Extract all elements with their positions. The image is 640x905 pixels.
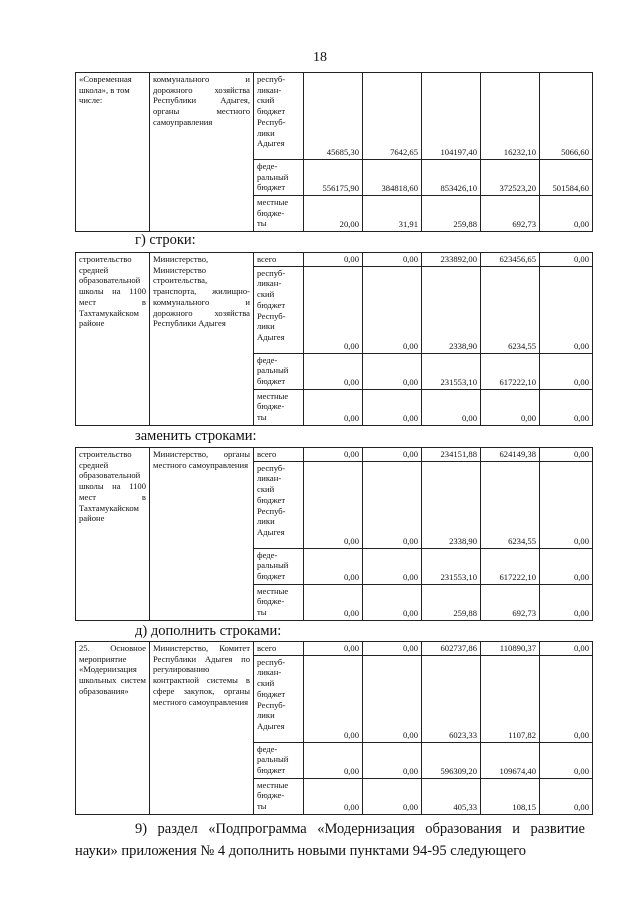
source-cell: местные бюдже- ты	[254, 389, 304, 425]
section-heading-g: г) строки:	[135, 232, 196, 248]
value-cell: 853426,10	[422, 160, 481, 196]
value-cell: 0,00	[363, 548, 422, 584]
source-cell: местные бюдже- ты	[254, 196, 304, 232]
value-cell: 0,00	[363, 448, 422, 462]
executor-cell: Министерство, Комитет Республики Адыгея по регулированию контрактной системы в сфере закупок, органы местного самоуправления	[150, 642, 254, 815]
value-cell: 384818,60	[363, 160, 422, 196]
value-cell: 0,00	[540, 584, 593, 620]
value-cell: 617222,10	[481, 353, 540, 389]
value-cell: 0,00	[481, 389, 540, 425]
value-cell: 0,00	[540, 448, 593, 462]
value-cell: 0,00	[304, 266, 363, 353]
section-heading-d: д) дополнить строками:	[135, 623, 282, 639]
table-row	[76, 73, 593, 160]
value-cell: 0,00	[363, 353, 422, 389]
table-row	[76, 642, 593, 656]
object-name-cell: строительство средней образовательной школы на 1100 мест в Тахтамукайском районе	[76, 253, 150, 426]
value-cell: 0,00	[304, 742, 363, 778]
value-cell: 6023,33	[422, 655, 481, 742]
value-cell: 0,00	[304, 448, 363, 462]
value-cell: 602737,86	[422, 642, 481, 656]
value-cell: 109674,40	[481, 742, 540, 778]
value-cell: 0,00	[363, 655, 422, 742]
value-cell: 20,00	[304, 196, 363, 232]
table-row	[76, 253, 593, 267]
body-paragraph	[75, 818, 585, 862]
budget-table-additions	[75, 641, 593, 815]
value-cell: 405,33	[422, 778, 481, 814]
value-cell: 0,00	[363, 642, 422, 656]
source-cell: феде- ральный бюджет	[254, 160, 304, 196]
value-cell: 0,00	[304, 548, 363, 584]
value-cell: 0,00	[540, 461, 593, 548]
value-cell: 104197,40	[422, 73, 481, 160]
page-number: 18	[313, 50, 327, 65]
value-cell: 0,00	[540, 742, 593, 778]
value-cell: 372523,20	[481, 160, 540, 196]
object-name-cell: строительство средней образовательной школы на 1100 мест в Тахтамукайском районе	[76, 448, 150, 621]
budget-table-continuation	[75, 72, 593, 232]
value-cell: 2338,90	[422, 461, 481, 548]
value-cell: 5066,60	[540, 73, 593, 160]
value-cell: 0,00	[363, 584, 422, 620]
executor-cell: коммунального и дорожного хозяйства Республики Адыгея, органы местного самоуправления	[150, 73, 254, 232]
source-cell: местные бюдже- ты	[254, 584, 304, 620]
value-cell: 0,00	[304, 642, 363, 656]
value-cell: 0,00	[540, 548, 593, 584]
source-cell: всего	[254, 253, 304, 267]
value-cell: 556175,90	[304, 160, 363, 196]
budget-table-lines	[75, 252, 593, 426]
value-cell: 0,00	[422, 389, 481, 425]
value-cell: 0,00	[363, 266, 422, 353]
value-cell: 0,00	[304, 389, 363, 425]
value-cell: 596309,20	[422, 742, 481, 778]
value-cell: 692,73	[481, 584, 540, 620]
value-cell: 31,91	[363, 196, 422, 232]
value-cell: 0,00	[540, 253, 593, 267]
value-cell: 624149,38	[481, 448, 540, 462]
value-cell: 7642,65	[363, 73, 422, 160]
value-cell: 259,88	[422, 584, 481, 620]
value-cell: 0,00	[363, 461, 422, 548]
source-cell: респуб- ликан- ский бюджет Респуб- лики Адыгея	[254, 266, 304, 353]
program-name-cell: «Современная школа», в том числе:	[76, 73, 150, 232]
source-cell: феде- ральный бюджет	[254, 742, 304, 778]
section-heading-replace: заменить строками:	[135, 428, 257, 444]
value-cell: 0,00	[363, 742, 422, 778]
value-cell: 45685,30	[304, 73, 363, 160]
value-cell: 0,00	[540, 642, 593, 656]
value-cell: 0,00	[540, 266, 593, 353]
value-cell: 6234,55	[481, 461, 540, 548]
activity-name-cell: 25. Основное мероприятие «Модернизация школьных систем образования»	[76, 642, 150, 815]
value-cell: 0,00	[304, 584, 363, 620]
source-cell: всего	[254, 642, 304, 656]
value-cell: 623456,65	[481, 253, 540, 267]
value-cell: 233892,00	[422, 253, 481, 267]
value-cell: 108,15	[481, 778, 540, 814]
value-cell: 0,00	[540, 389, 593, 425]
table-row	[76, 448, 593, 462]
budget-table-replacement	[75, 447, 593, 621]
paragraph-text: 9) раздел «Подпрограмма «Модернизация образования и развитие науки» приложения № 4 дополнить новыми пунктами 94-95 следующего	[75, 821, 585, 859]
value-cell: 231553,10	[422, 353, 481, 389]
value-cell: 0,00	[540, 655, 593, 742]
source-cell: респуб- ликан- ский бюджет Респуб- лики Адыгея	[254, 655, 304, 742]
source-cell: респуб- ликан- ский бюджет Респуб- лики Адыгея	[254, 461, 304, 548]
value-cell: 0,00	[304, 353, 363, 389]
value-cell: 0,00	[304, 778, 363, 814]
value-cell: 2338,90	[422, 266, 481, 353]
source-cell: респуб- ликан- ский бюджет Респуб- лики Адыгея	[254, 73, 304, 160]
source-cell: феде- ральный бюджет	[254, 548, 304, 584]
value-cell: 0,00	[363, 253, 422, 267]
value-cell: 0,00	[540, 196, 593, 232]
source-cell: всего	[254, 448, 304, 462]
value-cell: 231553,10	[422, 548, 481, 584]
value-cell: 0,00	[304, 461, 363, 548]
value-cell: 1107,82	[481, 655, 540, 742]
value-cell: 16232,10	[481, 73, 540, 160]
source-cell: местные бюдже- ты	[254, 778, 304, 814]
value-cell: 501584,60	[540, 160, 593, 196]
value-cell: 0,00	[540, 778, 593, 814]
value-cell: 692,73	[481, 196, 540, 232]
value-cell: 110890,37	[481, 642, 540, 656]
value-cell: 0,00	[304, 655, 363, 742]
value-cell: 0,00	[540, 353, 593, 389]
value-cell: 6234,55	[481, 266, 540, 353]
executor-cell: Министерство, Министерство строительства, транспорта, жилищно-коммунального и дорожного хозяйства Республики Адыгея	[150, 253, 254, 426]
value-cell: 617222,10	[481, 548, 540, 584]
value-cell: 234151,88	[422, 448, 481, 462]
value-cell: 259,88	[422, 196, 481, 232]
value-cell: 0,00	[304, 253, 363, 267]
source-cell: феде- ральный бюджет	[254, 353, 304, 389]
executor-cell: Министерство, органы местного самоуправления	[150, 448, 254, 621]
value-cell: 0,00	[363, 389, 422, 425]
value-cell: 0,00	[363, 778, 422, 814]
